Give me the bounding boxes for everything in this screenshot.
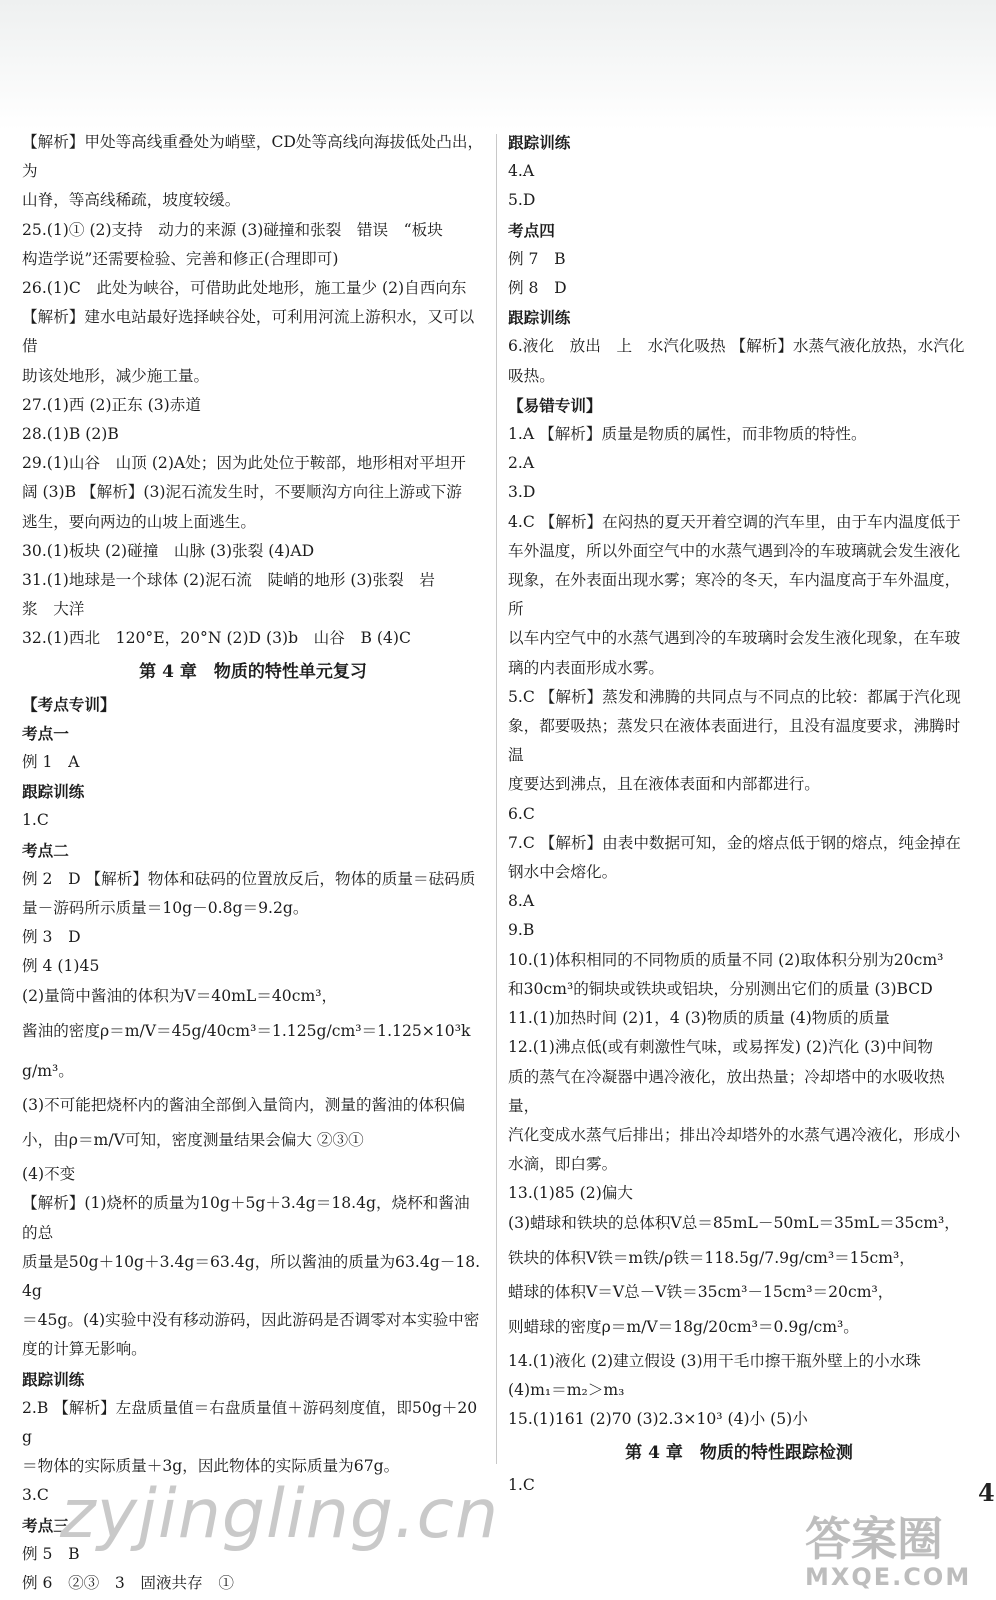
text-line: 2.B 【解析】左盘质量值＝右盘质量值＋游码刻度值，即50g＋20g (22, 1398, 478, 1446)
scan-shadow (0, 0, 996, 130)
text-line: 水滴，即白雾。 (508, 1155, 618, 1174)
text-line: 【解析】(1)烧杯的质量为10g＋5g＋3.4g＝18.4g，烧杯和酱油的总 (22, 1194, 470, 1242)
text-line: 山脊，等高线稀疏，坡度较缓。 (22, 191, 241, 210)
text-line: 10.(1)体积相同的不同物质的质量不同 (2)取体积分别为20cm³ (508, 950, 944, 969)
text-line: 1.C (508, 1475, 535, 1494)
text-line: 14.(1)液化 (2)建立假设 (3)用干毛巾擦干瓶外壁上的小水珠 (508, 1351, 921, 1370)
text-line: 度要达到沸点，且在液体表面和内部都进行。 (508, 775, 820, 794)
text-line: 逃生，要向两边的山坡上面逃生。 (22, 512, 256, 531)
text-line: 跟踪训练 (22, 782, 85, 802)
text-line: 15.(1)161 (2)70 (3)2.3×10³ (4)小 (5)小 (508, 1410, 808, 1429)
text-line: ＝45g。(4)实验中没有移动游码，因此游码是否调零对本实验中密 (22, 1311, 480, 1330)
text-line: 5.D (508, 191, 536, 210)
text-line: 吸热。 (508, 366, 555, 385)
text-line: 27.(1)西 (2)正东 (3)赤道 (22, 395, 201, 414)
text-line: 32.(1)西北 120°E，20°N (2)D (3)b 山谷 B (4)C (22, 629, 411, 648)
text-line: 以车内空气中的水蒸气遇到冷的车玻璃时会发生液化现象，在车玻 (508, 629, 961, 648)
text-line: 1.A 【解析】质量是物质的属性，而非物质的特性。 (508, 425, 867, 444)
text-line: 和30cm³的铜块或铁块或铝块，分别测出它们的质量 (3)BCD (508, 979, 933, 998)
text-line: 考点一 (22, 723, 69, 743)
logo-cn-text: 答案圈 (805, 1512, 943, 1566)
text-line: 11.(1)加热时间 (2)1，4 (3)物质的质量 (4)物质的质量 (508, 1009, 890, 1028)
text-line: 现象，在外表面出现水雾；寒冷的冬天，车内温度高于车外温度，所 (508, 571, 961, 619)
text-line: 1.C (22, 811, 49, 830)
text-line: 例 3 D (22, 928, 81, 947)
text-line: 例 1 A (22, 753, 80, 772)
text-line: 璃的内表面形成水雾。 (508, 658, 664, 677)
text-line: 钢水中会熔化。 (508, 863, 618, 882)
text-line: 8.A (508, 892, 535, 911)
text-line: 量－游码所示质量＝10g－0.8g＝9.2g。 (22, 899, 309, 918)
text-line: 6.C (508, 804, 535, 823)
text-line: 构造学说”还需要检验、完善和修正(合理即可) (22, 249, 339, 268)
text-line: 铁块的体积V铁＝m铁/ρ铁＝118.5g/7.9g/cm³＝15cm³， (508, 1248, 915, 1267)
text-line: 质量是50g＋10g＋3.4g＝63.4g，所以酱油的质量为63.4g－18.4g (22, 1252, 481, 1300)
site-watermark: zyjingling.cn (60, 1475, 500, 1554)
text-line: 例 7 B (508, 249, 566, 268)
text-line: (2)量筒中酱油的体积为V＝40mL＝40cm³， (22, 986, 338, 1005)
section-heading: 第 4 章 物质的特性跟踪检测 (625, 1442, 853, 1463)
text-line: 4.C 【解析】在闷热的夏天开着空调的汽车里，由于车内温度低于 (508, 512, 961, 531)
text-line: 7.C 【解析】由表中数据可知，金的熔点低于钢的熔点，纯金掉在 (508, 833, 961, 852)
text-line: 浆 大洋 (22, 600, 85, 619)
text-line: 【考点专训】 (22, 694, 116, 714)
text-line: 象，都要吸热；蒸发只在液体表面进行，且没有温度要求，沸腾时温 (508, 717, 961, 765)
text-line: 考点三 (22, 1515, 69, 1535)
text-line: 31.(1)地球是一个球体 (2)泥石流 陡峭的地形 (3)张裂 岩 (22, 571, 435, 590)
text-line: 酱油的密度ρ＝m/V＝45g/40cm³＝1.125g/cm³＝1.125×10³kg/m³。 (22, 1021, 471, 1080)
text-line: 助该处地形，减少施工量。 (22, 366, 210, 385)
text-line: 【解析】甲处等高线重叠处为峭壁，CD处等高线向海拔低处凸出，为 (22, 133, 484, 181)
text-line: 跟踪训练 (22, 1369, 85, 1389)
text-line: 汽化变成水蒸气后排出；排出冷却塔外的水蒸气遇冷液化，形成小 (508, 1125, 961, 1144)
text-line: 考点四 (508, 220, 555, 240)
text-line: 阔 (3)B 【解析】(3)泥石流发生时，不要顺沟方向往上游或下游 (22, 483, 462, 502)
text-line: ＝物体的实际质量＋3g，因此物体的实际质量为67g。 (22, 1457, 400, 1476)
text-line: 28.(1)B (2)B (22, 425, 119, 444)
text-line: 4.A (508, 162, 535, 181)
text-line: (3)蜡球和铁块的总体积V总＝85mL－50mL＝35mL＝35cm³， (508, 1213, 960, 1232)
text-line: 6.液化 放出 上 水汽化吸热 【解析】水蒸气液化放热，水汽化 (508, 337, 965, 356)
text-line: 3.C (22, 1486, 49, 1505)
text-line: 2.A (508, 454, 535, 473)
text-line: (4)m₁＝m₂＞m₃ (508, 1381, 625, 1400)
text-line: 3.D (508, 483, 536, 502)
text-line: 例 4 (1)45 (22, 957, 100, 976)
text-line: 13.(1)85 (2)偏大 (508, 1184, 633, 1203)
text-line: 【解析】建水电站最好选择峡谷处，可利用河流上游积水，又可以借 (22, 308, 475, 356)
text-line: 例 8 D (508, 279, 567, 298)
text-line: 车外温度，所以外面空气中的水蒸气遇到冷的车玻璃就会发生液化 (508, 541, 961, 560)
text-line: 26.(1)C 此处为峡谷，可借助此处地形，施工量少 (2)自西向东 (22, 279, 467, 298)
text-line: 25.(1)① (2)支持 动力的来源 (3)碰撞和张裂 错误 “板块 (22, 220, 443, 239)
text-line: 考点二 (22, 840, 69, 860)
text-line: 29.(1)山谷 山顶 (2)A处；因为此处位于鞍部，地形相对平坦开 (22, 454, 466, 473)
text-line: 小，由ρ＝m/V可知，密度测量结果会偏大 ②③① (22, 1131, 364, 1150)
logo-en-text: MXQE.COM (805, 1563, 972, 1591)
text-line: 12.(1)沸点低(或有刺激性气味，或易挥发) (2)汽化 (3)中间物 (508, 1038, 934, 1057)
text-line: (4)不变 (22, 1165, 76, 1184)
text-line: (3)不可能把烧杯内的酱油全部倒入量筒内，测量的酱油的体积偏 (22, 1095, 466, 1114)
text-line: 跟踪训练 (508, 308, 571, 328)
text-line: 质的蒸气在冷凝器中遇冷液化，放出热量；冷却塔中的水吸收热量， (508, 1067, 945, 1115)
text-line: 5.C 【解析】蒸发和沸腾的共同点与不同点的比较：都属于汽化现 (508, 687, 961, 706)
text-line: 9.B (508, 921, 535, 940)
text-line: 蜡球的体积V＝V总－V铁＝35cm³－15cm³＝20cm³， (508, 1282, 894, 1301)
right-column (508, 128, 970, 1500)
text-line: 例 5 B (22, 1544, 80, 1563)
text-line: 【易错专训】 (508, 395, 602, 415)
text-line: 例 2 D 【解析】物体和砝码的位置放反后，物体的质量＝砝码质 (22, 869, 476, 888)
answer-logo (805, 1512, 972, 1591)
page-number: 4 (978, 1478, 995, 1507)
column-divider (496, 134, 497, 1464)
section-heading: 第 4 章 物质的特性单元复习 (139, 661, 367, 682)
text-line: 跟踪训练 (508, 133, 571, 152)
text-line: 例 6 ②③ 3 固液共存 ① (22, 1573, 234, 1592)
text-line: 30.(1)板块 (2)碰撞 山脉 (3)张裂 (4)AD (22, 541, 315, 560)
left-column (22, 128, 484, 1598)
text-line: 度的计算无影响。 (22, 1340, 147, 1359)
text-line: 则蜡球的密度ρ＝m/V＝18g/20cm³＝0.9g/cm³。 (508, 1317, 859, 1336)
